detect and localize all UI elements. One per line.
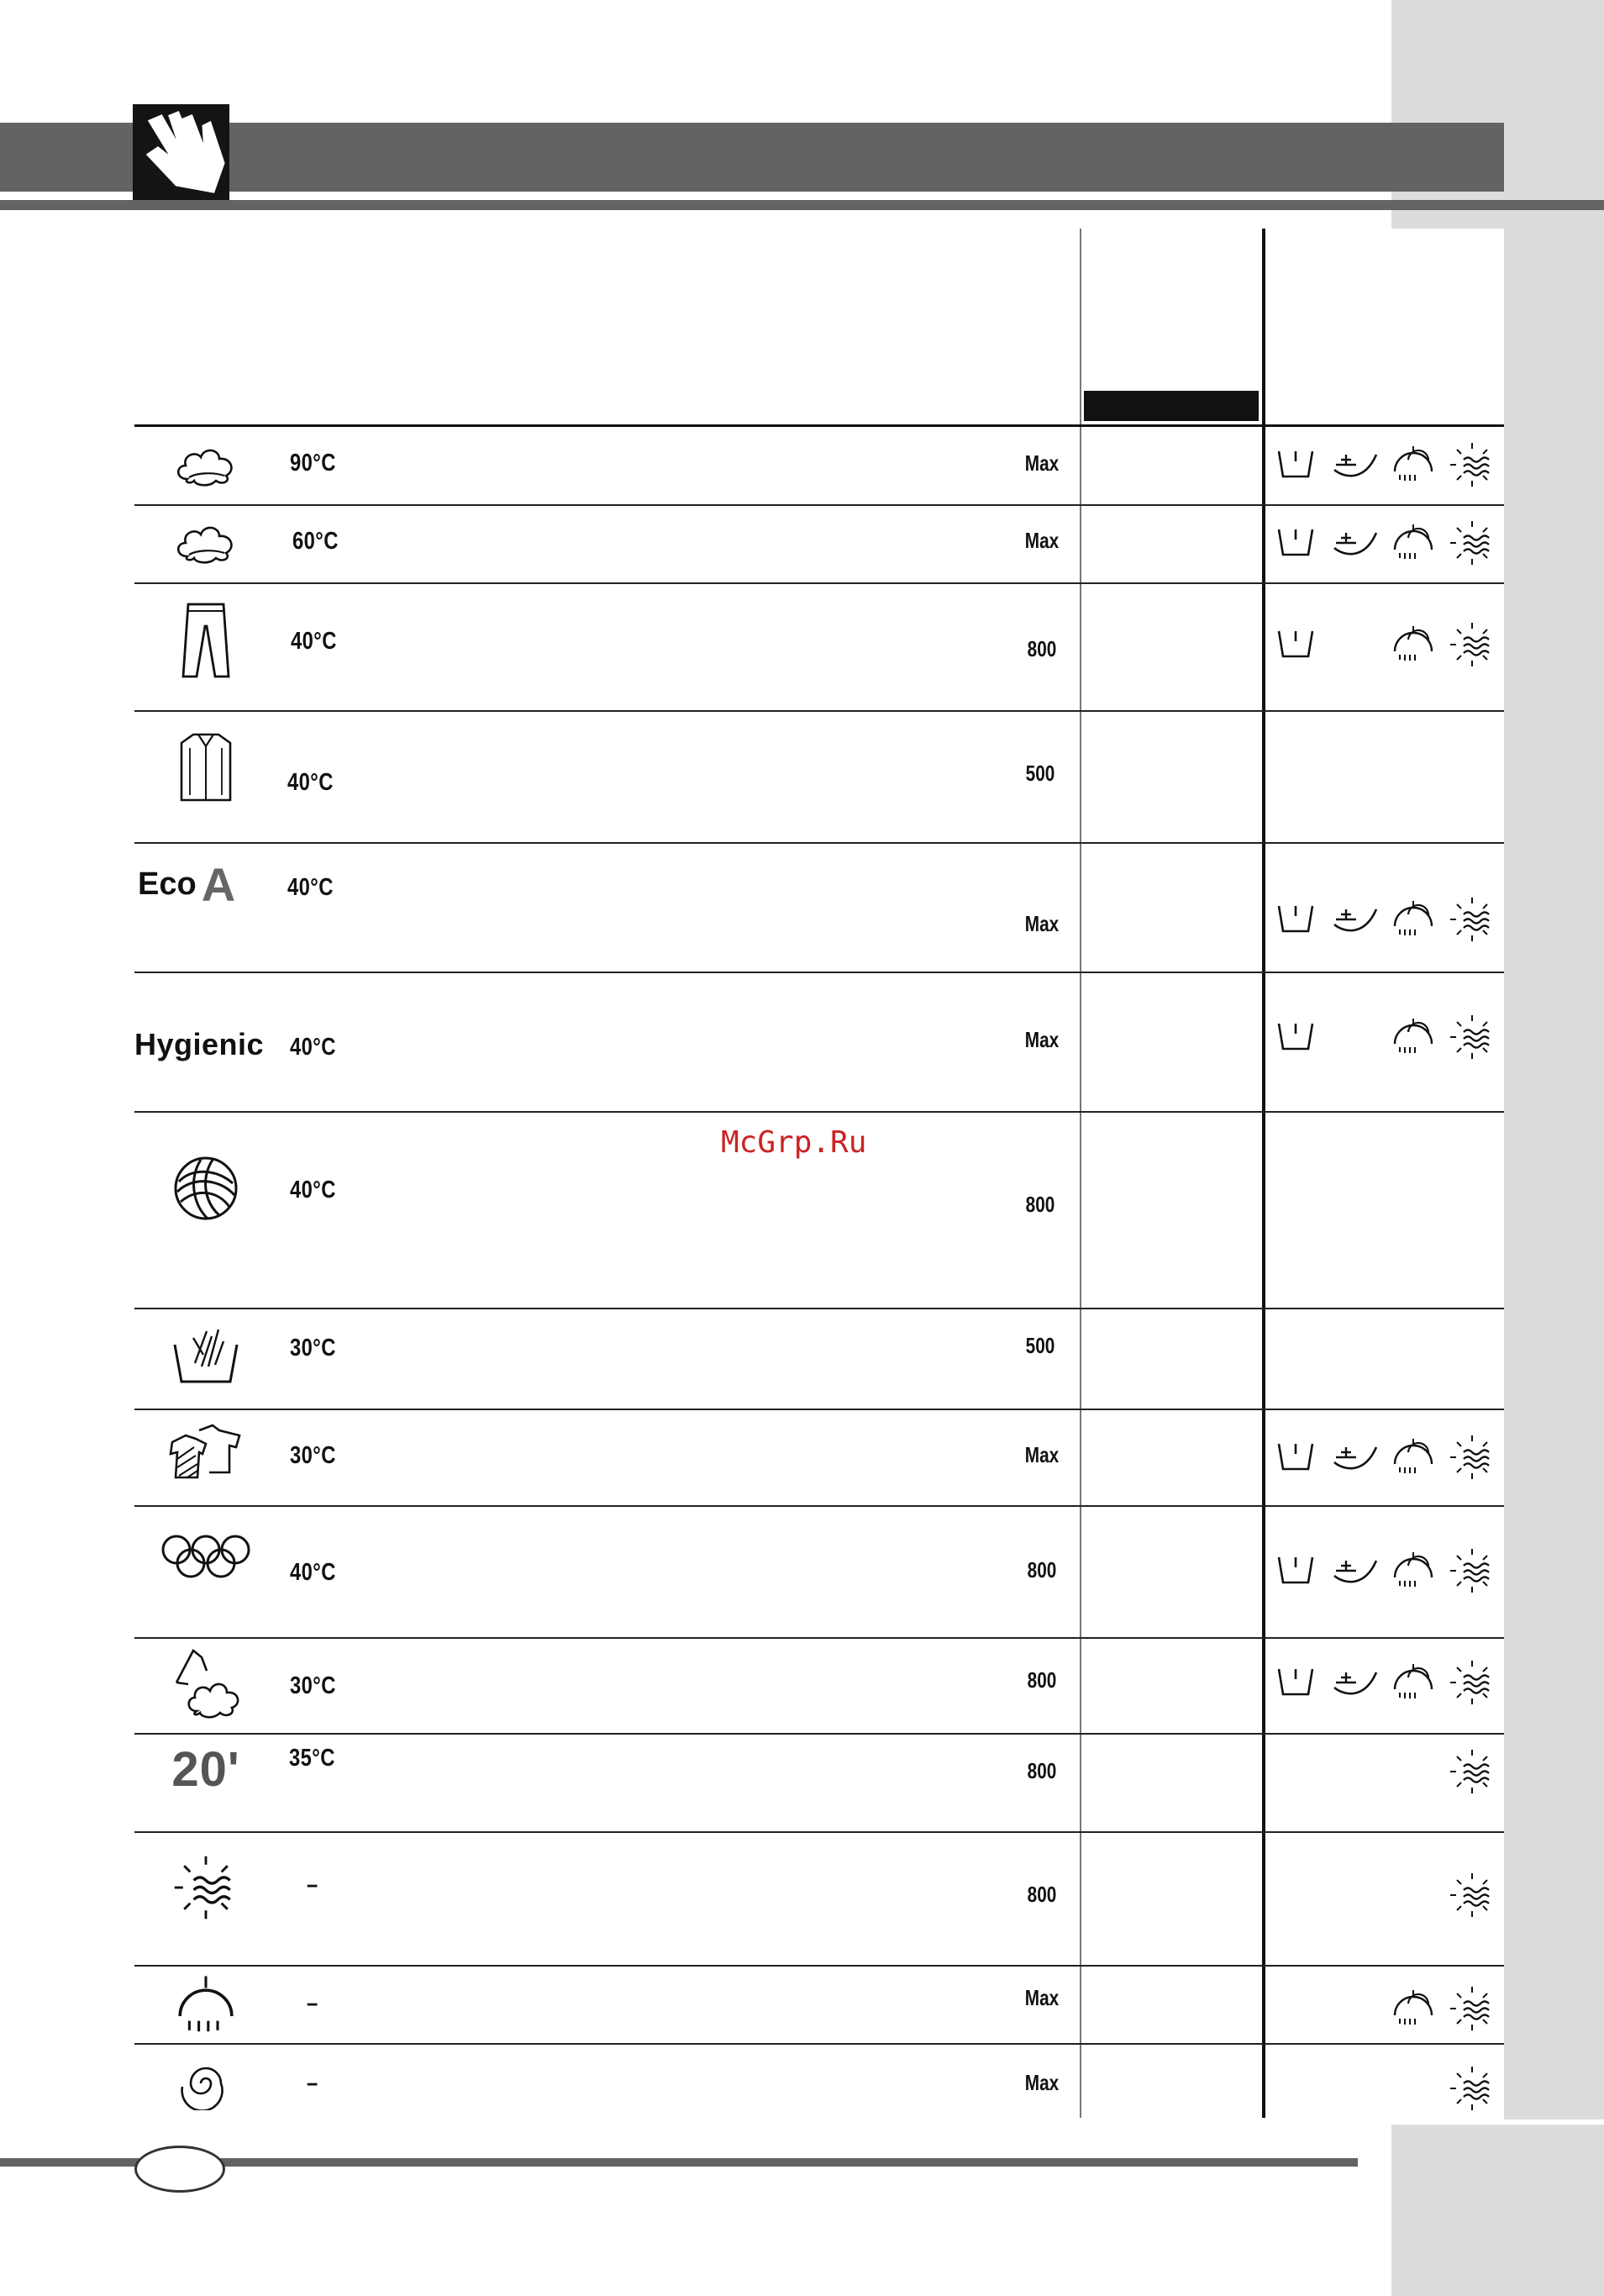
temperature: 40°C [290, 1559, 336, 1586]
spin-reduce-icon [1447, 1432, 1497, 1482]
extra-rinse-icon [1388, 1546, 1438, 1596]
extra-rinse-icon [1388, 440, 1438, 490]
option-icons [1270, 518, 1504, 568]
max-spin: 500 [1025, 761, 1055, 786]
spin-reduce-icon [1447, 1546, 1497, 1596]
max-spin: 800 [1027, 636, 1057, 661]
mixed-synthetic-cotton-icon [134, 1642, 277, 1723]
shirt-icon [134, 727, 277, 808]
hand-wash-icon [134, 1321, 277, 1388]
extra-rinse-icon [1388, 894, 1438, 945]
spin-reduce-icon [1447, 619, 1497, 670]
temperature: 60°C [292, 528, 339, 555]
column-header-block [1084, 391, 1259, 421]
mixed-garments-icon [134, 1419, 277, 1486]
prewash-tub-icon [1270, 894, 1321, 945]
side-tab-strip [1504, 229, 1604, 2120]
option-icons [1270, 440, 1504, 490]
header-rule [0, 200, 1604, 210]
side-tab-upper [1391, 0, 1604, 229]
table-row [134, 972, 1504, 1111]
max-spin: Max [1024, 1027, 1060, 1052]
stain-removal-icon [1329, 1657, 1380, 1708]
option-icons [1270, 619, 1504, 670]
temperature: 90°C [290, 450, 336, 477]
spin-icon [134, 1850, 277, 1925]
extra-rinse-icon [1388, 1432, 1438, 1482]
max-spin: Max [1024, 2070, 1060, 2095]
spin-reduce-icon [1447, 894, 1497, 945]
temperature: 40°C [287, 769, 334, 796]
sport-rings-icon [134, 1527, 277, 1586]
max-spin: 800 [1027, 1882, 1057, 1907]
hygienic-label: Hygienic [134, 1027, 265, 1061]
table-row [134, 1831, 1504, 1965]
temperature: 40°C [287, 874, 334, 901]
rinse-icon [134, 1968, 277, 2041]
table-row [134, 710, 1504, 842]
temperature: – [307, 2070, 318, 2097]
page-number-oval [134, 2146, 225, 2193]
cotton-icon [134, 511, 277, 578]
extra-rinse-icon [1388, 518, 1438, 568]
option-icons [1270, 1012, 1504, 1062]
table-row [134, 504, 1504, 582]
jeans-icon [134, 599, 277, 683]
option-icons [1270, 1870, 1504, 1920]
temperature: 30°C [290, 1442, 336, 1469]
temperature: 30°C [290, 1335, 336, 1361]
max-spin: Max [1024, 1442, 1060, 1467]
eco-a-label [134, 859, 281, 909]
spin-reduce-icon [1447, 2063, 1497, 2114]
spin-reduce-icon [1447, 1746, 1497, 1797]
stain-removal-icon [1329, 1546, 1380, 1596]
option-icons [1270, 2063, 1504, 2114]
spin-reduce-icon [1447, 518, 1497, 568]
prewash-tub-icon [1270, 440, 1321, 490]
max-spin: 800 [1027, 1667, 1057, 1693]
hand-icon [133, 104, 229, 200]
temperature: 40°C [290, 1034, 336, 1061]
eco-grade-label: A [201, 857, 236, 911]
prewash-tub-icon [1270, 619, 1321, 670]
table-row [134, 582, 1504, 710]
temperature: 30°C [290, 1672, 336, 1699]
watermark: McGrp.Ru [721, 1125, 867, 1160]
temperature: 40°C [290, 1177, 336, 1203]
table-row [134, 424, 1504, 505]
eco-label: Eco [138, 866, 197, 902]
stain-removal-icon [1329, 440, 1380, 490]
stain-removal-icon [1329, 518, 1380, 568]
side-tab-lower [1391, 2125, 1604, 2296]
option-icons [1270, 1746, 1504, 1797]
temperature: – [307, 1872, 318, 1898]
temperature: 40°C [291, 628, 337, 655]
stain-removal-icon [1329, 894, 1380, 945]
temperature: – [307, 1990, 318, 2017]
prewash-tub-icon [1270, 1546, 1321, 1596]
extra-rinse-icon [1388, 1983, 1438, 2034]
prewash-tub-icon [1270, 518, 1321, 568]
prewash-tub-icon [1270, 1432, 1321, 1482]
spin-reduce-icon [1447, 1012, 1497, 1062]
option-icons [1270, 1546, 1504, 1596]
option-icons [1270, 894, 1504, 945]
max-spin: 800 [1027, 1758, 1057, 1783]
max-spin: Max [1024, 1985, 1060, 2010]
max-spin: Max [1024, 528, 1060, 553]
programme-table [134, 229, 1504, 2118]
table-row [134, 1965, 1504, 2043]
option-icons [1270, 1983, 1504, 2034]
spin-reduce-icon [1447, 1870, 1497, 1920]
express-20-label: 20' [171, 1741, 240, 1797]
table-row [134, 1409, 1504, 1505]
table-row [134, 842, 1504, 972]
max-spin: Max [1024, 911, 1060, 936]
spin-reduce-icon [1447, 440, 1497, 490]
option-icons [1270, 1432, 1504, 1482]
stain-removal-icon [1329, 1432, 1380, 1482]
max-spin: 800 [1025, 1192, 1055, 1217]
table-row [134, 1308, 1504, 1409]
table-row [134, 2043, 1504, 2118]
max-spin: 500 [1025, 1333, 1055, 1358]
spin-reduce-icon [1447, 1983, 1497, 2034]
option-icons [1270, 1657, 1504, 1708]
extra-rinse-icon [1388, 619, 1438, 670]
prewash-tub-icon [1270, 1657, 1321, 1708]
extra-rinse-icon [1388, 1657, 1438, 1708]
table-row [134, 1505, 1504, 1637]
table-row [134, 1733, 1504, 1831]
max-spin: Max [1024, 450, 1060, 476]
max-spin: 800 [1027, 1557, 1057, 1582]
drain-icon [134, 2055, 277, 2110]
extra-rinse-icon [1388, 1012, 1438, 1062]
cotton-icon [134, 434, 277, 501]
temperature: 35°C [289, 1745, 335, 1772]
table-row [134, 1637, 1504, 1733]
wool-icon [134, 1146, 277, 1230]
prewash-tub-icon [1270, 1012, 1321, 1062]
spin-reduce-icon [1447, 1657, 1497, 1708]
